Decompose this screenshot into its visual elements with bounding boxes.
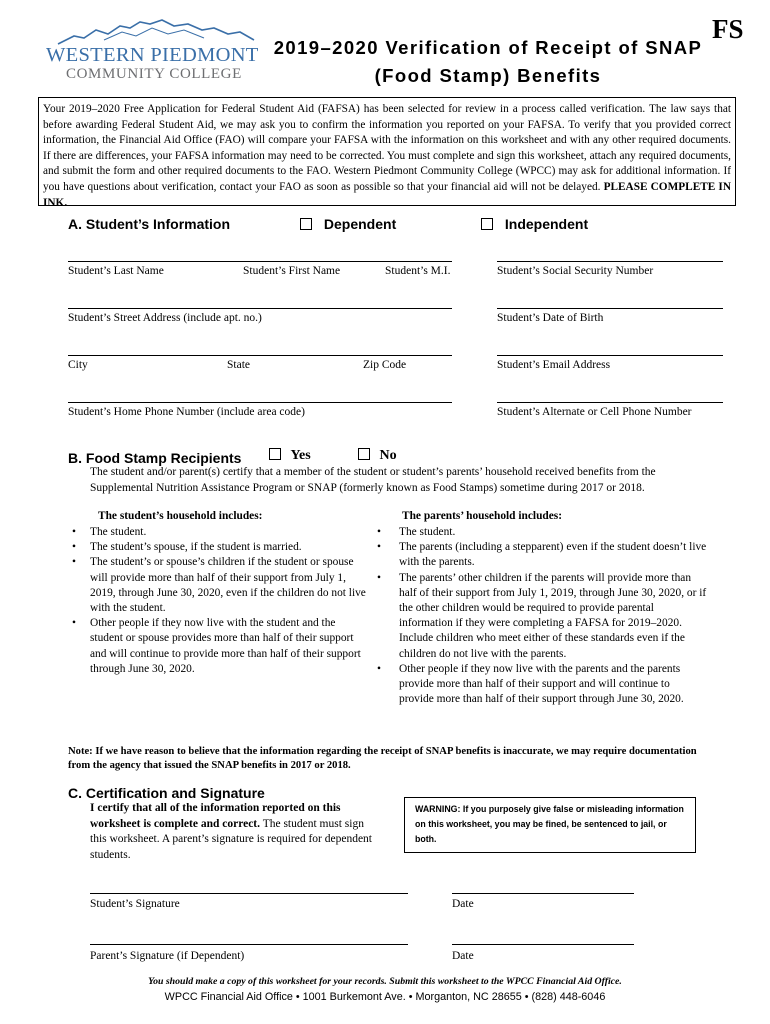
section-b-heading: B. Food Stamp Recipients (68, 450, 242, 466)
logo-line1: WESTERN PIEDMONT (46, 44, 259, 66)
dependent-label: Dependent (323, 216, 397, 232)
alt-phone-line[interactable] (497, 402, 723, 403)
city-label: City (68, 359, 88, 371)
section-a-heading: A. Student’s Information (68, 216, 231, 232)
inaccuracy-note: Note: If we have reason to believe that the information regarding the receipt of SNAP benefits is inaccurate, we may require documentation from the agency that issued the SNAP benefits in 2017 or 2018. (68, 746, 697, 771)
list-item: • Other people if they now live with the student and the student or spouse provides more than half of their support and will continue to provide more than half of their support through June 30, 2020. (72, 617, 361, 675)
date1-label: Date (452, 898, 474, 910)
certify-rest: The student must sign this worksheet. A parent’s signature is required for dependent students. (90, 817, 372, 861)
section-c-heading: C. Certification and Signature (68, 785, 265, 801)
zip-label: Zip Code (363, 359, 407, 371)
ssn-line[interactable] (497, 261, 723, 262)
footer-address: WPCC Financial Aid Office • 1001 Burkemont Ave. • Morganton, NC 28655 • (828) 448-6046 (164, 991, 606, 1003)
street-line[interactable] (68, 308, 452, 309)
yes-option[interactable] (269, 448, 311, 464)
list-item: • The student. (72, 526, 147, 538)
date2-label: Date (452, 950, 474, 962)
snap-statement: The student and/or parent(s) certify that a member of the student or student’s parents’ household received benefits from the Supplemental Nutrition Assistance Program or SNAP (formerly known as Food Stamps) sometime during 2017 or 2018. (90, 466, 656, 494)
independent-label: Independent (504, 216, 589, 232)
warning-box: WARNING: If you purposely give false or misleading information on this worksheet, you may be fined, be sentenced to jail, or both. (404, 797, 696, 853)
parents-household-list (373, 525, 707, 707)
dob-label: Student’s Date of Birth (497, 312, 604, 324)
list-item: • The student’s spouse, if the student is married. (72, 541, 302, 554)
date2-line[interactable] (452, 944, 634, 945)
parent-signature-label: Parent’s Signature (if Dependent) (90, 950, 245, 962)
intro-text: Your 2019–2020 Free Application for Federal Student Aid (FAFSA) has been selected for review in a process called verification. The law says that before awarding Federal Student Aid, we may ask you to confirm the information you reported on your FAFSA. To verify that you provided correct information, the Financial Aid Office (FAO) will compare your FAFSA with the information on this worksheet and with any other required documents. If there are differences, your FAFSA information may need to be corrected. You must complete and sign this worksheet, attach any required documents, and submit the form and other required documents to the FAO. Western Piedmont Community College (WPCC) may ask for additional information. If you have questions about verification, contact your FAO as soon as possible so that your financial aid will not be delayed. (43, 103, 731, 193)
parents-household-col (373, 508, 707, 707)
first-name-label: Student’s First Name (243, 265, 341, 277)
independent-checkbox[interactable] (481, 218, 493, 230)
parent-signature-line[interactable] (90, 944, 408, 945)
student-household-heading: The student’s household includes: (98, 510, 263, 522)
city-line[interactable] (68, 355, 452, 356)
title-line2: (Food Stamp) Benefits (374, 65, 602, 86)
home-phone-label: Student’s Home Phone Number (include area code) (68, 406, 305, 418)
student-signature-label: Student’s Signature (90, 898, 180, 910)
no-checkbox[interactable] (358, 448, 370, 460)
no-label: No (379, 448, 397, 463)
list-item: • The parents (including a stepparent) even if the student doesn’t live with the parents. (377, 541, 707, 569)
form-title (268, 34, 708, 90)
no-option[interactable] (358, 448, 397, 464)
independent-option[interactable] (481, 216, 588, 232)
parents-household-heading: The parents’ household includes: (402, 510, 563, 522)
certification-text (90, 801, 380, 863)
yes-checkbox[interactable] (269, 448, 281, 460)
dob-line[interactable] (497, 308, 723, 309)
student-household-col (68, 508, 366, 677)
email-line[interactable] (497, 355, 723, 356)
home-phone-line[interactable] (68, 402, 452, 403)
list-item: • Other people if they now live with the parents and the parents provide more than half of their support and will continue to provide more than half of their support through June 30, 2020. (377, 662, 684, 706)
yes-label: Yes (290, 448, 311, 463)
list-item: • The parents’ other children if the parents will provide more than half of their support from July 1, 2019, through June 30, 2020, or if the other children would be required to provide parental information if they were completing a FAFSA for 2019–2020. Include children who meet either of these standards even if the children do not live with the parents. (377, 571, 707, 660)
last-name-label: Student’s Last Name (68, 265, 164, 277)
state-label: State (227, 359, 250, 371)
intro-box (38, 97, 736, 209)
date1-line[interactable] (452, 893, 634, 894)
dependent-option[interactable] (300, 216, 396, 232)
list-item: • The student. (377, 526, 456, 538)
student-household-list (68, 525, 366, 677)
form-code: FS (712, 14, 744, 44)
certify-bold: I certify that all of the information reported on this worksheet is complete and correct. (90, 802, 341, 830)
mi-label: Student’s M.I. (385, 265, 451, 277)
footer-note: You should make a copy of this worksheet for your records. Submit this worksheet to the WPCC Financial Aid Office. (148, 976, 622, 987)
name-line[interactable] (68, 261, 452, 262)
intro-bold: PLEASE COMPLETE IN INK. (43, 180, 731, 209)
email-label: Student’s Email Address (497, 359, 611, 371)
ssn-label: Student’s Social Security Number (497, 265, 654, 277)
title-line1: 2019–2020 Verification of Receipt of SNAP (273, 37, 703, 58)
list-item: • The student’s or spouse’s children if the student or spouse will provide more than half of their support from July 1, 2019, through June 30, 2020, even if the children do not live with the student. (72, 556, 366, 615)
street-label: Student’s Street Address (include apt. no.) (68, 312, 262, 324)
student-signature-line[interactable] (90, 893, 408, 894)
college-logo (44, 18, 264, 88)
dependent-checkbox[interactable] (300, 218, 312, 230)
alt-phone-label: Student’s Alternate or Cell Phone Number (497, 406, 692, 418)
logo-line2: COMMUNITY COLLEGE (66, 66, 242, 82)
